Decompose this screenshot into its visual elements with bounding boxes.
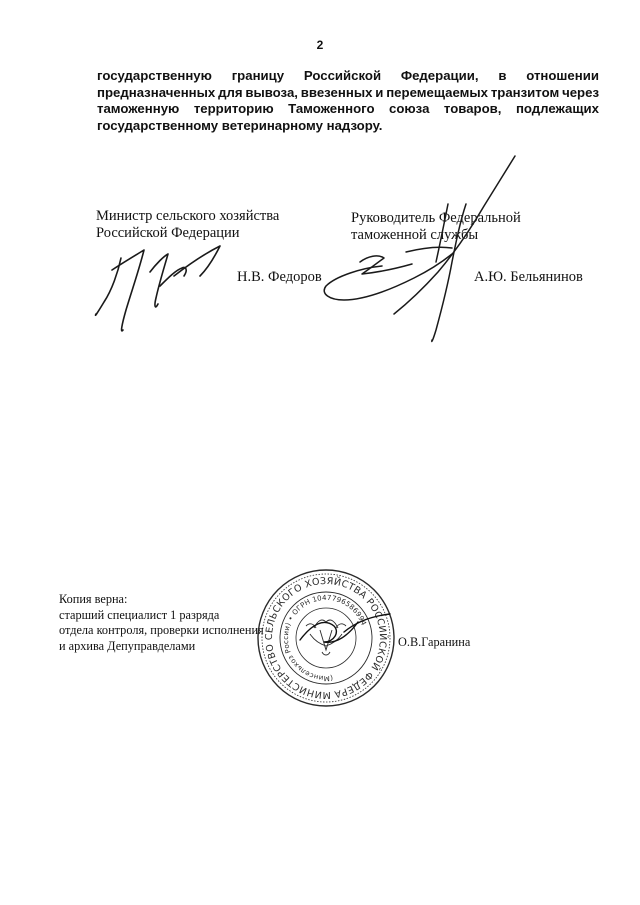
word: транзитом — [490, 84, 560, 100]
word: в — [498, 68, 507, 83]
word: ввезенных — [300, 84, 373, 100]
svg-text:МИНИСТЕРСТВО СЕЛЬСКОГО ХОЗЯЙСТ — [0, 571, 418, 905]
certifier-name: О.В.Гаранина — [398, 635, 471, 649]
page-number: 2 — [316, 38, 324, 52]
word: товаров, — [443, 101, 502, 116]
word: вывоза, — [245, 84, 298, 100]
certification-line1: Копия верна: — [59, 592, 128, 606]
certification-line2: старший специалист 1 разряда — [59, 607, 220, 622]
right-title-line1: Руководитель Федеральной — [351, 210, 521, 226]
word: государственную — [97, 68, 212, 83]
word: государственному — [97, 117, 219, 133]
svg-text:(Минсельхоз России) • ОГРН 104 — [275, 587, 377, 689]
certification-line3: отдела контроля, проверки исполнения — [59, 623, 264, 637]
word: предназначенных — [97, 84, 216, 100]
certification-line4: и архива Депуправделами — [59, 638, 196, 653]
word: таможенную — [97, 101, 180, 116]
left-signatory-name: Н.В. Федоров — [237, 269, 322, 285]
seal-inner-text: (Минсельхоз России) • ОГРН 1047796586994 — [281, 593, 368, 683]
word: подлежащих — [515, 101, 599, 116]
word: перемещаемых — [386, 84, 488, 100]
word: для — [218, 84, 243, 100]
word: Таможенного — [288, 101, 375, 116]
word: границу — [231, 68, 285, 83]
seal-outer-text: МИНИСТЕРСТВО СЕЛЬСКОГО ХОЗЯЙСТВА РОССИЙСКОЙ ФЕДЕРАЦИИ — [263, 575, 389, 701]
word: и — [375, 84, 384, 100]
word: отношении — [526, 68, 599, 83]
right-title-line2: таможенной службы — [351, 227, 479, 243]
word: надзору. — [326, 117, 383, 133]
word: территорию — [193, 101, 274, 116]
word: Федерации, — [400, 68, 479, 83]
right-signatory-name: А.Ю. Бельянинов — [474, 269, 583, 285]
word: союза — [389, 101, 430, 116]
word: через — [562, 84, 599, 100]
eagle-emblem-icon — [306, 620, 346, 655]
left-title-line1: Министр сельского хозяйства — [96, 208, 280, 224]
left-title-line2: Российской Федерации — [96, 225, 240, 241]
word: Российской — [303, 68, 382, 83]
word: ветеринарному — [221, 117, 323, 133]
